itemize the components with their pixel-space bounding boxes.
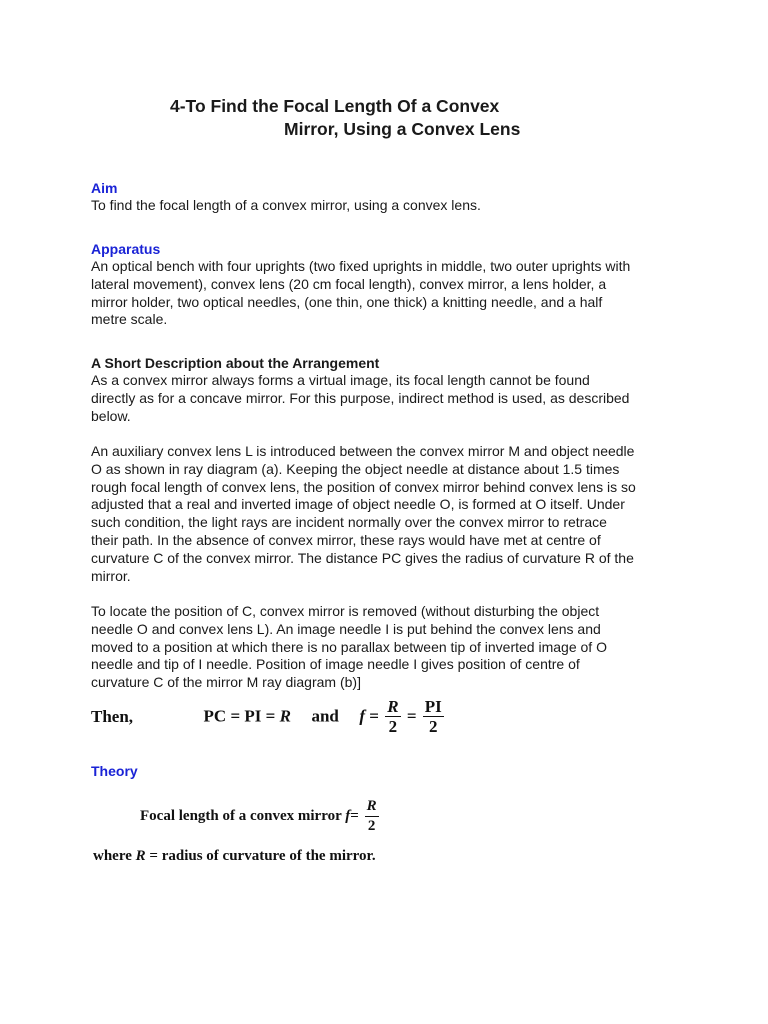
equals-sign-2: = <box>406 706 417 726</box>
fraction-pi-over-2: $\frac{PI}{2}$ <box>424 697 442 736</box>
theory-formula-text: Focal length of a convex mirror <box>140 808 346 824</box>
fraction-r-over-2: $\frac{R}{2}$ <box>387 697 399 736</box>
theory-equals: = <box>350 808 359 824</box>
and-word: and <box>311 706 339 726</box>
pc-pi-expression: PC = PI = <box>203 706 280 726</box>
aim-text: To find the focal length of a convex mirror, using a convex lens. <box>91 197 481 213</box>
equals-sign: = <box>369 706 379 726</box>
theory-focal-symbol: f <box>345 808 351 824</box>
arrangement-paragraph-2: An auxiliary convex lens L is introduced between the convex mirror M and object needle O as shown in ray diagram (a). Keeping the object needle at distance about 1.5 times rough focal length of convex lens, the position of convex mirror behind convex lens is so adjusted that a real and inverted image of object needle O, is formed at O itself. Under such condition, the light rays are incident normally over the convex mirror to retrace their path. In the absence of convex mirror, these rays would have met at centre of curvature C of the convex mirror. The distance PC gives the radius of curvature R of the mirror. <box>91 443 636 584</box>
theory-fraction: $\frac{R}{2}$ <box>366 798 377 834</box>
theory-where: where R = radius of curvature of the mirror. <box>93 848 376 864</box>
arrangement-paragraph-3: To locate the position of C, convex mirror is removed (without disturbing the object needle O and convex lens L). An image needle I is put behind the convex lens and moved to a position at which there is no parallax between tip of inverted image of O needle and tip of I needle. Position of image needle I gives position of centre of curvature C of the mirror M ray diagram (b)] <box>91 603 607 691</box>
equation-then <box>91 697 446 736</box>
then-label: Then, <box>91 706 134 726</box>
radius-symbol: R <box>279 706 291 726</box>
aim-heading: Aim <box>91 180 118 196</box>
page-title <box>0 95 768 141</box>
focal-symbol: f <box>359 706 366 726</box>
apparatus-heading: Apparatus <box>91 241 161 257</box>
arrangement-heading: A Short Description about the Arrangement <box>91 355 380 371</box>
arrangement-paragraph-1: As a convex mirror always forms a virtual image, its focal length cannot be found directly as for a concave mirror. For this purpose, indirect method is used, as described below. <box>91 372 630 424</box>
theory-heading: Theory <box>91 763 138 779</box>
title-line-1: 4-To Find the Focal Length Of a Convex <box>170 96 500 116</box>
theory-radius-symbol: R <box>135 848 146 864</box>
title-line-2: Mirror, Using a Convex Lens <box>284 119 521 139</box>
apparatus-text: An optical bench with four uprights (two fixed uprights in middle, two outer uprights with lateral movement), convex lens (20 cm focal length), convex mirror, a lens holder, a mirror holder, two optical needles, (one thin, one thick) a knitting needle, and a half metre scale. <box>91 258 631 328</box>
theory-formula <box>140 797 381 836</box>
